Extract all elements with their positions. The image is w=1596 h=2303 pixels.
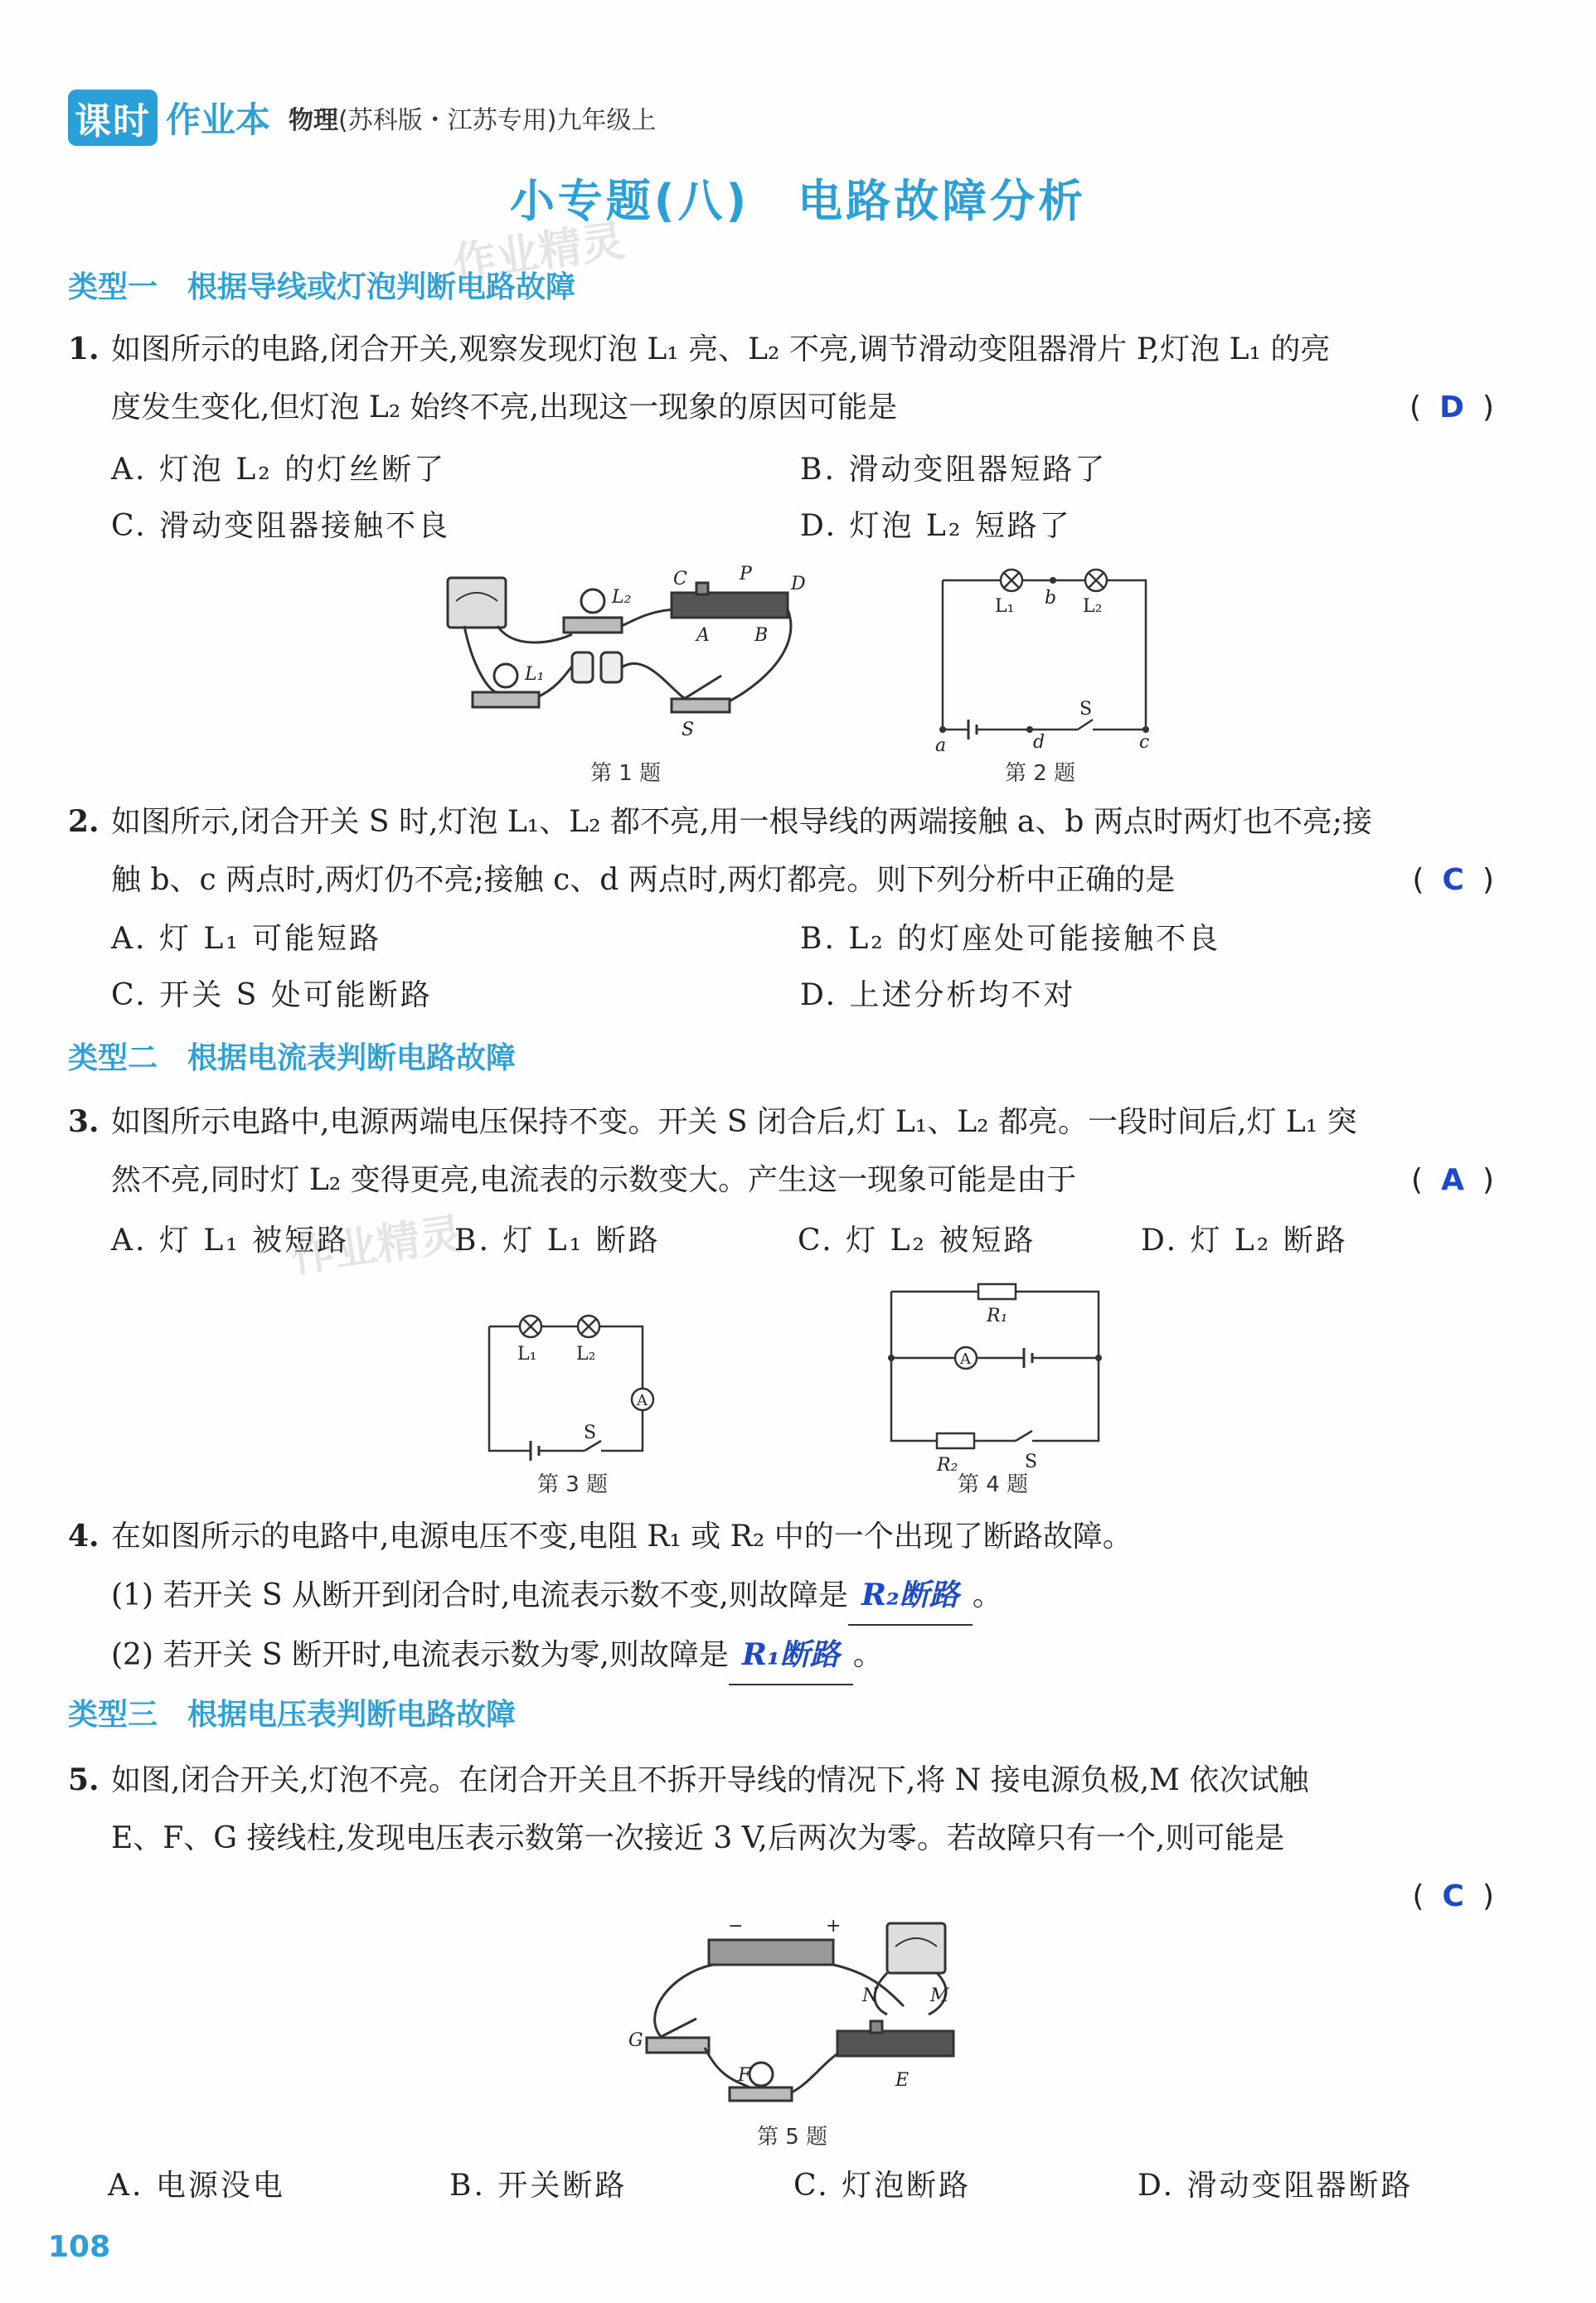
- figure-caption: 第 3 题: [537, 1472, 609, 1497]
- fig1-label: S: [682, 720, 695, 740]
- fig1-label: B: [754, 625, 769, 646]
- answer-bracket: ( C ): [1412, 863, 1494, 897]
- figure-caption: 第 1 题: [590, 761, 662, 786]
- option-a: A. 灯 L₁ 可能短路: [111, 922, 382, 956]
- answer: D: [1439, 390, 1464, 424]
- fig1-label: A: [696, 625, 710, 646]
- rheostat-icon: [837, 2031, 953, 2056]
- option-b: B. 开关断路: [449, 2169, 628, 2203]
- question-number: 2.: [68, 804, 99, 839]
- figure-4: [879, 1275, 1119, 1476]
- option-c: C. 灯泡断路: [793, 2169, 972, 2203]
- fig2-label: a: [935, 735, 947, 756]
- sub-question-2: (2) 若开关 S 断开时,电流表示数为零,则故障是: [111, 1638, 729, 1672]
- fig4-label: A: [960, 1350, 971, 1368]
- page-title: 小专题(八) 电路故障分析: [509, 175, 1087, 227]
- question-text: 如图所示电路中,电源两端电压保持不变。开关 S 闭合后,灯 L₁、L₂ 都亮。一段时间后,灯 L₁ 突: [111, 1105, 1357, 1139]
- answer-bracket: ( A ): [1411, 1163, 1494, 1197]
- figure-caption: 第 4 题: [958, 1472, 1029, 1497]
- section-label: 类型三: [68, 1698, 158, 1732]
- fig2-label: S: [1079, 699, 1093, 720]
- answer: C: [1442, 863, 1464, 897]
- section-heading-1: [68, 264, 575, 306]
- question-5: [68, 1751, 1494, 1926]
- battery-icon: [572, 652, 593, 682]
- question-1: [68, 320, 1494, 437]
- sub-question-1: (1) 若开关 S 从断开到闭合时,电流表示数不变,则故障是: [111, 1578, 848, 1612]
- fig5-label: E: [895, 2070, 910, 2091]
- switch-icon: [1016, 1431, 1032, 1441]
- watermark: 作业精灵: [288, 1209, 466, 1283]
- fig2-label: L₂: [1083, 596, 1103, 617]
- fig5-label: +: [826, 1916, 842, 1937]
- question-number: 1.: [68, 332, 99, 366]
- fig1-label: L₁: [525, 664, 545, 685]
- question-2: [68, 793, 1494, 909]
- option-d: D. 上述分析均不对: [800, 978, 1076, 1012]
- logo: 课时: [68, 90, 158, 146]
- question-text: 度发生变化,但灯泡 L₂ 始终不亮,出现这一现象的原因可能是: [111, 390, 898, 424]
- fig4-label: R₁: [987, 1306, 1008, 1326]
- question-text: 在如图所示的电路中,电源电压不变,电阻 R₁ 或 R₂ 中的一个出现了断路故障。: [111, 1520, 1133, 1554]
- option-b: B. 滑动变阻器短路了: [800, 453, 1108, 487]
- option-a: A. 灯泡 L₂ 的灯丝断了: [111, 453, 447, 487]
- option-d: D. 灯 L₂ 断路: [1141, 1224, 1348, 1258]
- question-text: 如图所示,闭合开关 S 时,灯泡 L₁、L₂ 都不亮,用一根导线的两端接触 a、b 两点时两灯也不亮;接: [111, 805, 1372, 839]
- bulb-icon: [749, 2063, 773, 2086]
- fig1-label: C: [673, 569, 687, 589]
- fig1-label: P: [740, 564, 752, 584]
- question-4: [68, 1507, 1494, 1685]
- section-label: 类型一: [68, 270, 158, 304]
- fig2-label: c: [1139, 732, 1150, 753]
- option-b: B. L₂ 的灯座处可能接触不良: [800, 922, 1221, 956]
- fig3-label: A: [637, 1392, 648, 1409]
- voltmeter-icon: [887, 1923, 945, 1973]
- fig2-label: L₁: [995, 596, 1015, 617]
- question-number: 3.: [68, 1104, 99, 1139]
- subject: 物理: [289, 106, 339, 135]
- period: 。: [972, 1578, 1002, 1612]
- section-text: 根据电流表判断电路故障: [187, 1041, 517, 1075]
- switch-icon: [1078, 720, 1093, 730]
- option-a: A. 灯 L₁ 被短路: [111, 1224, 350, 1258]
- question-number: 5.: [68, 1762, 99, 1797]
- question-text: 如图,闭合开关,灯泡不亮。在闭合开关且不拆开导线的情况下,将 N 接电源负极,M 依次试触: [111, 1763, 1309, 1797]
- section-heading-3: [68, 1691, 516, 1733]
- option-c: C. 灯 L₂ 被短路: [798, 1224, 1036, 1258]
- option-b: B. 灯 L₁ 断路: [454, 1224, 661, 1258]
- option-d: D. 灯泡 L₂ 短路了: [800, 509, 1072, 543]
- fig3-label: S: [584, 1423, 597, 1443]
- section-text: 根据导线或灯泡判断电路故障: [187, 270, 576, 304]
- fig2-label: d: [1033, 732, 1045, 753]
- fig1-label: D: [791, 574, 806, 594]
- switch-icon: [672, 699, 730, 712]
- fig5-label: N: [862, 1985, 879, 2006]
- answer-bracket: ( D ): [1409, 390, 1494, 424]
- fig3-label: L₁: [517, 1344, 537, 1365]
- fig5-label: G: [628, 2030, 643, 2051]
- resistor-icon: [937, 1433, 974, 1448]
- option-c: C. 滑动变阻器接触不良: [111, 509, 451, 543]
- figure-2: [929, 564, 1177, 754]
- fig4-label: R₂: [937, 1455, 958, 1476]
- bulb-icon: [581, 589, 604, 613]
- battery-icon: [531, 1441, 539, 1461]
- figure-1: [439, 560, 821, 759]
- rheostat-icon: [672, 593, 788, 618]
- resistor-icon: [978, 1284, 1016, 1299]
- fig2-label: b: [1045, 588, 1057, 608]
- question-text: E、F、G 接线柱,发现电压表示数第一次接近 3 V,后两次为零。若故障只有一个,则可能是: [111, 1821, 1285, 1855]
- voltmeter-icon: [448, 578, 506, 628]
- fig5-label: F: [738, 2065, 751, 2086]
- section-label: 类型二: [68, 1041, 158, 1075]
- question-text: 触 b、c 两点时,两灯仍不亮;接触 c、d 两点时,两灯都亮。则下列分析中正确的是: [111, 863, 1176, 897]
- question-text: 然不亮,同时灯 L₂ 变得更亮,电流表的示数变大。产生这一现象可能是由于: [111, 1163, 1077, 1197]
- fig5-label: M: [930, 1985, 949, 2006]
- answer: A: [1441, 1163, 1464, 1197]
- fig4-label: S: [1025, 1452, 1038, 1472]
- period: 。: [852, 1638, 883, 1672]
- option-a: A. 电源没电: [108, 2169, 285, 2203]
- answer-blank-1: R₂断路: [848, 1566, 973, 1626]
- page-number: 108: [48, 2230, 111, 2264]
- figure-caption: 第 5 题: [757, 2125, 828, 2150]
- watermark: 作业精灵: [449, 216, 628, 290]
- fig1-label: L₂: [612, 587, 632, 608]
- question-text: 如图所示的电路,闭合开关,观察发现灯泡 L₁ 亮、L₂ 不亮,调节滑动变阻器滑片 P,灯泡 L₁ 的亮: [111, 332, 1331, 366]
- header: [68, 93, 656, 143]
- answer-bracket: ( C ): [1412, 1879, 1494, 1913]
- fig3-label: L₂: [576, 1344, 596, 1365]
- fig5-label: −: [728, 1916, 744, 1937]
- section-heading-2: [68, 1035, 516, 1077]
- book-title: 作业本: [166, 99, 271, 140]
- question-3: [68, 1093, 1494, 1210]
- option-d: D. 滑动变阻器断路: [1138, 2169, 1414, 2203]
- option-c: C. 开关 S 处可能断路: [111, 978, 433, 1012]
- battery-icon: [1024, 1348, 1032, 1368]
- answer: C: [1442, 1879, 1464, 1913]
- figure-5: [622, 1915, 978, 2114]
- section-text: 根据电压表判断电路故障: [187, 1698, 517, 1732]
- figure-3: [481, 1306, 672, 1467]
- battery-icon: [709, 1940, 833, 1965]
- figure-caption: 第 2 题: [1005, 761, 1076, 786]
- edition: (苏科版・江苏专用)九年级上: [338, 106, 657, 135]
- switch-icon: [647, 2038, 709, 2053]
- question-number: 4.: [68, 1519, 99, 1554]
- bulb-icon: [494, 664, 517, 687]
- subject-line: [289, 99, 656, 136]
- answer-blank-2: R₁断路: [729, 1626, 853, 1685]
- battery-icon: [968, 720, 977, 739]
